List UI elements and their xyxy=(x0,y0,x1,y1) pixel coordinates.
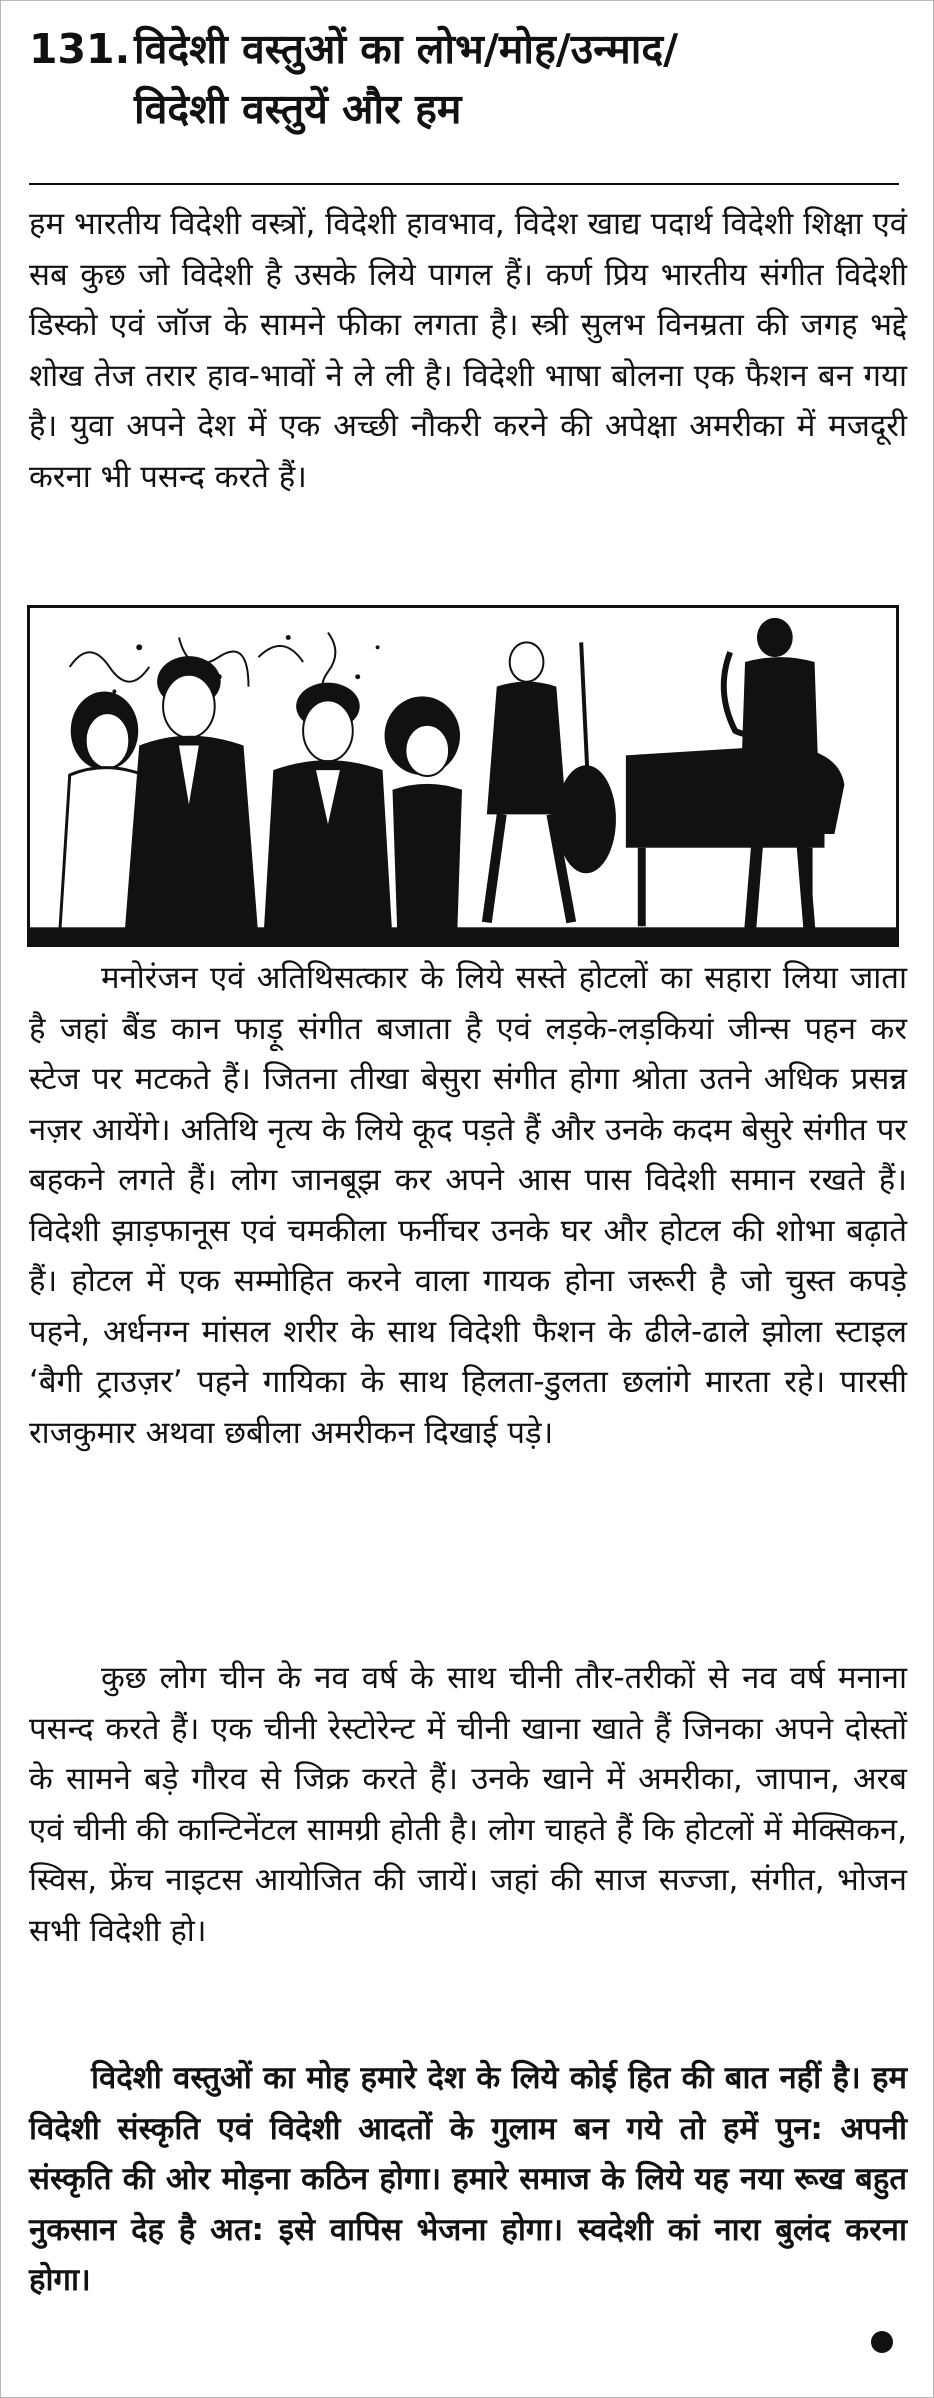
stage-floor xyxy=(30,927,896,944)
party-jazz-band-illustration xyxy=(27,605,899,947)
bass-player xyxy=(487,642,616,922)
paragraph-2: मनोरंजन एवं अतिथिसत्कार के लिये सस्ते होटलों का सहारा लिया जाता है जहां बैंड कान फाड़ू संगीत बजाता है एवं लड़के-लड़कियां जीन्स पहन कर स्टेज पर मटकते हैं। जितना तीखा बेसुरा संगीत होगा श्रोता उतने अधिक प्रसन्न नज़र आयेंगे। अतिथि नृत्य के लिये कूद पड़ते हैं और उनके कदम बेसुरे संगीत पर बहकने लगते हैं। लोग जानबूझ कर अपने आस पास विदेशी समान रखते हैं। विदेशी झाड़फानूस एवं चमकीला फर्नीचर उनके घर और होटल की शोभा बढ़ाते हैं। होटल में एक सम्मोहित करने वाला गायक होना जरूरी है जो चुस्त कपड़े पहने, अर्धनग्न मांसल शरीर के साथ विदेशी फैशन के ढीले-ढाले झोला स्टाइल ‘बैगी ट्राउज़र’ पहने गायिका के साथ हिलता-डुलता छलांगे मारता रहे। पारसी राजकुमार अथवा छबीला अमरीकन दिखाई पड़े। xyxy=(29,960,907,1451)
paragraph-4: विदेशी वस्तुओं का मोह हमारे देश के लिये कोई हित की बात नहीं है। हम विदेशी संस्कृति एवं विदेशी आदतों के गुलाम बन गये तो हमें पुन: अपनी संस्कृति की ओर मोड़ना कठिन होगा। हमारे समाज के लिये यह नया रूख बहुत नुकसान देह है अत: इसे वापिस भेजना होगा। स्वदेशी कां नारा बुलंद करना होगा। xyxy=(29,2060,907,2298)
essay-number: 131. xyxy=(29,25,131,73)
title-line-2: विदेशी वस्तुयें और हम xyxy=(134,85,462,133)
title-divider xyxy=(29,183,899,185)
dancer-man-2 xyxy=(263,683,392,939)
title-line-1: विदेशी वस्तुओं का लोभ/मोह/उन्माद/ xyxy=(134,25,679,73)
paragraph-1: हम भारतीय विदेशी वस्त्रों, विदेशी हावभाव, विदेश खाद्य पदार्थ विदेशी शिक्षा एवं सब कुछ जो विदेशी है उसके लिये पागल हैं। कर्ण प्रिय भारतीय संगीत विदेशी डिस्को एवं जॉज के सामने फीका लगता है। स्त्री सुलभ विनम्रता की जगह भद्दे शोख तेज तरार हाव-भावों ने ले ली है। विदेशी भाषा बोलना एक फैशन बन गया है। युवा अपने देश में एक अच्छी नौकरी करने की अपेक्षा अमरीका में मजदूरी करना भी पसन्द करते हैं। xyxy=(29,206,907,495)
paragraph-3: कुछ लोग चीन के नव वर्ष के साथ चीनी तौर-तरीकों से नव वर्ष मनाना पसन्द करते हैं। एक चीनी रेस्टोरेन्ट में चीनी खाना खाते हैं जिनका अपने दोस्तों के सामने बड़े गौरव से जिक्र करते हैं। उनके खाने में अमरीका, जापान, अरब एवं चीनी की कान्टिनेंटल सामग्री होती है। लोग चाहते हैं कि होटलों में मेक्सिकन, स्विस, फ्रेंच नाइटस आयोजित की जायें। जहां की साज सज्जा, संगीत, भोजन सभी विदेशी हो। xyxy=(29,1660,907,1949)
end-bullet-icon xyxy=(871,2331,893,2353)
illustration-graphic xyxy=(30,608,896,944)
dancer-man-1 xyxy=(124,656,258,937)
page-title xyxy=(29,19,909,139)
dancer-woman-2 xyxy=(385,696,462,939)
